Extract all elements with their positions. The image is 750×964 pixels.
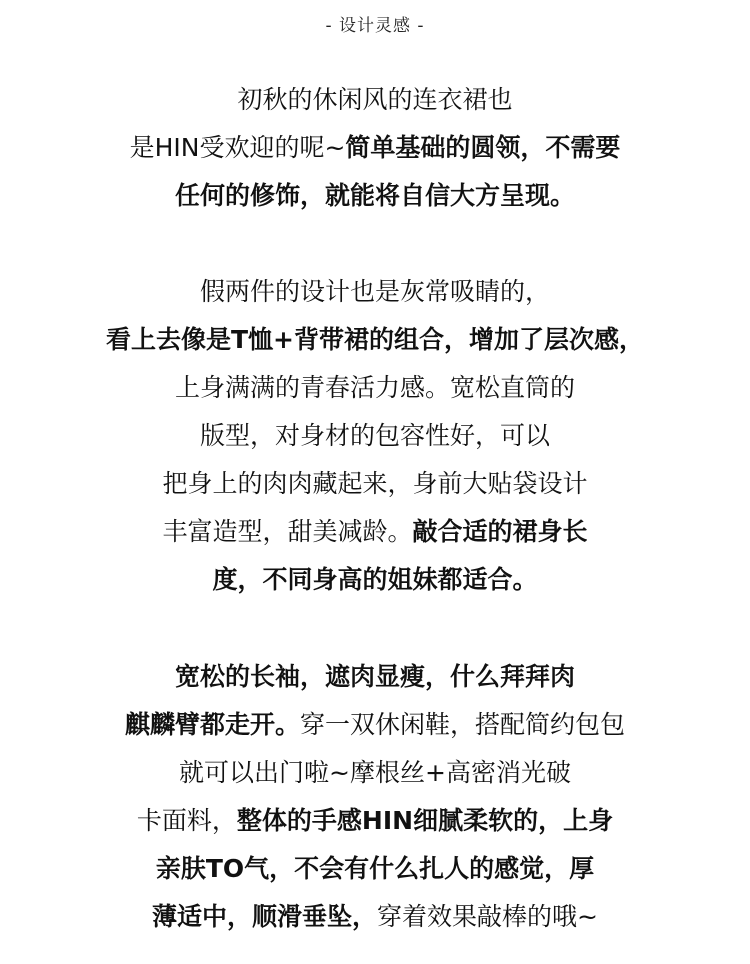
text-run: 是HIN受欢迎的呢~ bbox=[129, 133, 346, 162]
text-run: 穿着效果敲棒的哦~ bbox=[377, 902, 598, 931]
text-run: 版型，对身材的包容性好，可以 bbox=[199, 421, 550, 450]
text-run: 卡面料， bbox=[136, 806, 237, 835]
text-run-bold: 任何的修饰，就能将自信大方呈现。 bbox=[174, 181, 575, 210]
text-run: 丰富造型，甜美减龄。 bbox=[162, 517, 413, 546]
text-run-bold: 简单基础的圆领，不需要 bbox=[345, 133, 621, 162]
text-line bbox=[0, 76, 750, 124]
text-line bbox=[0, 172, 750, 220]
text-run: 把身上的肉肉藏起来，身前大贴袋设计 bbox=[162, 469, 588, 498]
text-line bbox=[0, 508, 750, 556]
paragraph-design-details bbox=[0, 268, 750, 604]
text-run-bold: 看上去像是T恤+背带裙的组合，增加了层次感， bbox=[105, 325, 644, 354]
text-line bbox=[0, 653, 750, 701]
text-run-bold: 度，不同身高的姐妹都适合。 bbox=[212, 565, 538, 594]
text-run-bold: 宽松的长袖，遮肉显瘦，什么拜拜肉 bbox=[174, 662, 575, 691]
text-run-bold: 整体的手感HIN细腻柔软的，上身 bbox=[236, 806, 614, 835]
text-run-bold: 敲合适的裙身长 bbox=[412, 517, 588, 546]
text-line bbox=[0, 845, 750, 893]
text-run: 初秋的休闲风的连衣裙也 bbox=[237, 85, 513, 114]
text-line bbox=[0, 364, 750, 412]
text-line bbox=[0, 316, 750, 364]
text-line bbox=[0, 556, 750, 604]
paragraph-design-intro bbox=[0, 76, 750, 220]
text-line bbox=[0, 412, 750, 460]
paragraph-fabric-fit bbox=[0, 653, 750, 941]
text-line bbox=[0, 701, 750, 749]
text-run: 穿一双休闲鞋，搭配简约包包 bbox=[300, 710, 626, 739]
text-run-bold: 薄适中，顺滑垂坠， bbox=[152, 902, 378, 931]
text-run: 假两件的设计也是灰常吸睛的， bbox=[199, 277, 550, 306]
text-run: 上身满满的青春活力感。宽松直筒的 bbox=[174, 373, 575, 402]
text-line bbox=[0, 797, 750, 845]
text-run-bold: 麒麟臂都走开。 bbox=[124, 710, 300, 739]
text-line bbox=[0, 124, 750, 172]
text-run-bold: 亲肤TO气，不会有什么扎人的感觉，厚 bbox=[155, 854, 595, 883]
text-line bbox=[0, 460, 750, 508]
text-line bbox=[0, 268, 750, 316]
text-run: 就可以出门啦~摩根丝+高密消光破 bbox=[179, 758, 571, 787]
text-line bbox=[0, 749, 750, 797]
section-title: - 设计灵感 - bbox=[325, 16, 425, 36]
text-line bbox=[0, 893, 750, 941]
